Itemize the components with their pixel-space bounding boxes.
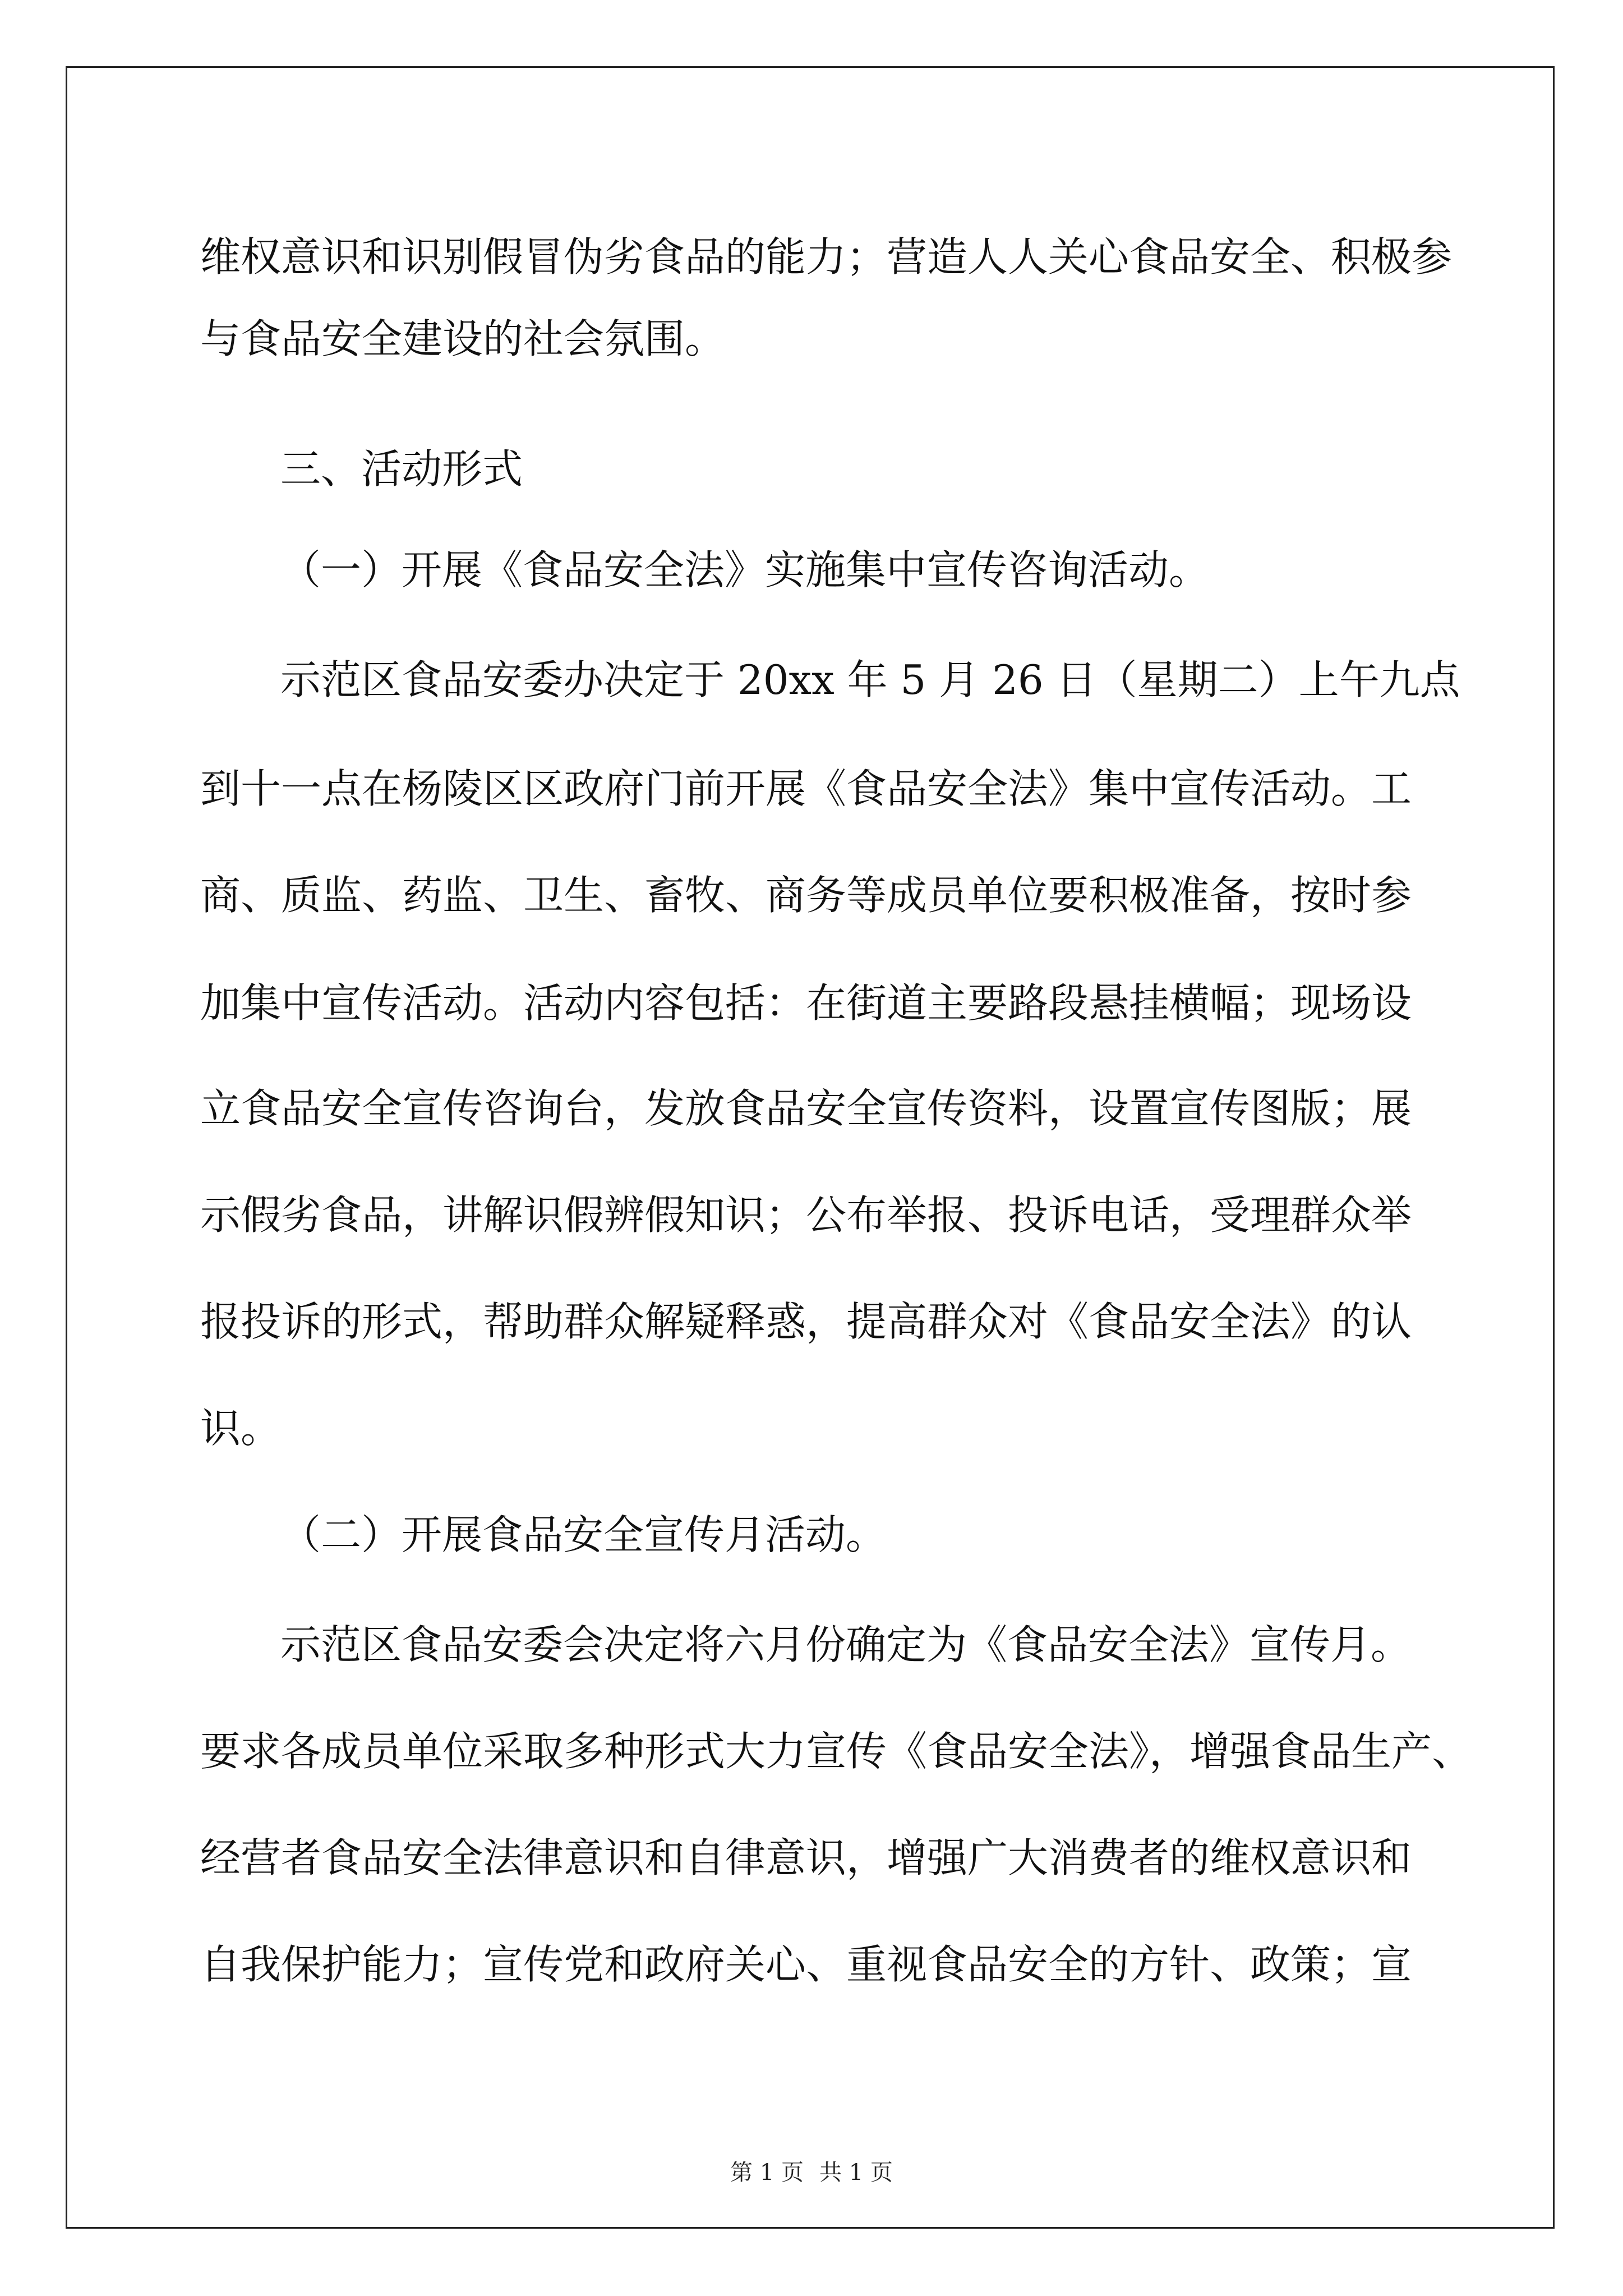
page-number: 第 1 页 bbox=[730, 2160, 804, 2185]
text-line-10: 示假劣食品，讲解识假辨假知识；公布举报、投诉电话，受理群众举 bbox=[200, 1191, 1412, 1239]
text-line-16: 经营者食品安全法律意识和自律意识，增强广大消费者的维权意识和 bbox=[200, 1834, 1412, 1881]
text-line-2: 与食品安全建设的社会氛围。 bbox=[200, 315, 726, 362]
text-line-15: 要求各成员单位采取多种形式大力宣传《食品安全法》，增强食品生产、 bbox=[200, 1728, 1473, 1775]
text-line-14: 示范区食品安委会决定将六月份确定为《食品安全法》宣传月。 bbox=[280, 1621, 1412, 1668]
text-line-8: 加集中宣传活动。活动内容包括：在街道主要路段悬挂横幅；现场设 bbox=[200, 979, 1412, 1027]
subsection-heading-2: （二）开展食品安全宣传月活动。 bbox=[280, 1511, 887, 1558]
text-line-5: 示范区食品安委办决定于 20xx 年 5 月 26 日（星期二）上午九点 bbox=[280, 656, 1460, 703]
text-line-12: 识。 bbox=[200, 1405, 282, 1452]
text-line-9: 立食品安全宣传咨询台，发放食品安全宣传资料，设置宣传图版；展 bbox=[200, 1085, 1412, 1132]
subsection-heading-1: （一）开展《食品安全法》实施集中宣传咨询活动。 bbox=[280, 546, 1210, 593]
text-line-1: 维权意识和识别假冒伪劣食品的能力；营造人人关心食品安全、积极参 bbox=[200, 233, 1453, 280]
text-line-7: 商、质监、药监、卫生、畜牧、商务等成员单位要积极准备，按时参 bbox=[200, 872, 1412, 919]
text-line-6: 到十一点在杨陵区区政府门前开展《食品安全法》集中宣传活动。工 bbox=[200, 765, 1412, 812]
text-line-11: 报投诉的形式，帮助群众解疑释惑，提高群众对《食品安全法》的认 bbox=[200, 1298, 1412, 1345]
page-border bbox=[66, 66, 1555, 2229]
text-line-17: 自我保护能力；宣传党和政府关心、重视食品安全的方针、政策；宣 bbox=[200, 1941, 1412, 1988]
page-footer bbox=[0, 2161, 1623, 2184]
section-heading-3: 三、活动形式 bbox=[280, 445, 523, 493]
page-total: 共 1 页 bbox=[819, 2160, 893, 2185]
